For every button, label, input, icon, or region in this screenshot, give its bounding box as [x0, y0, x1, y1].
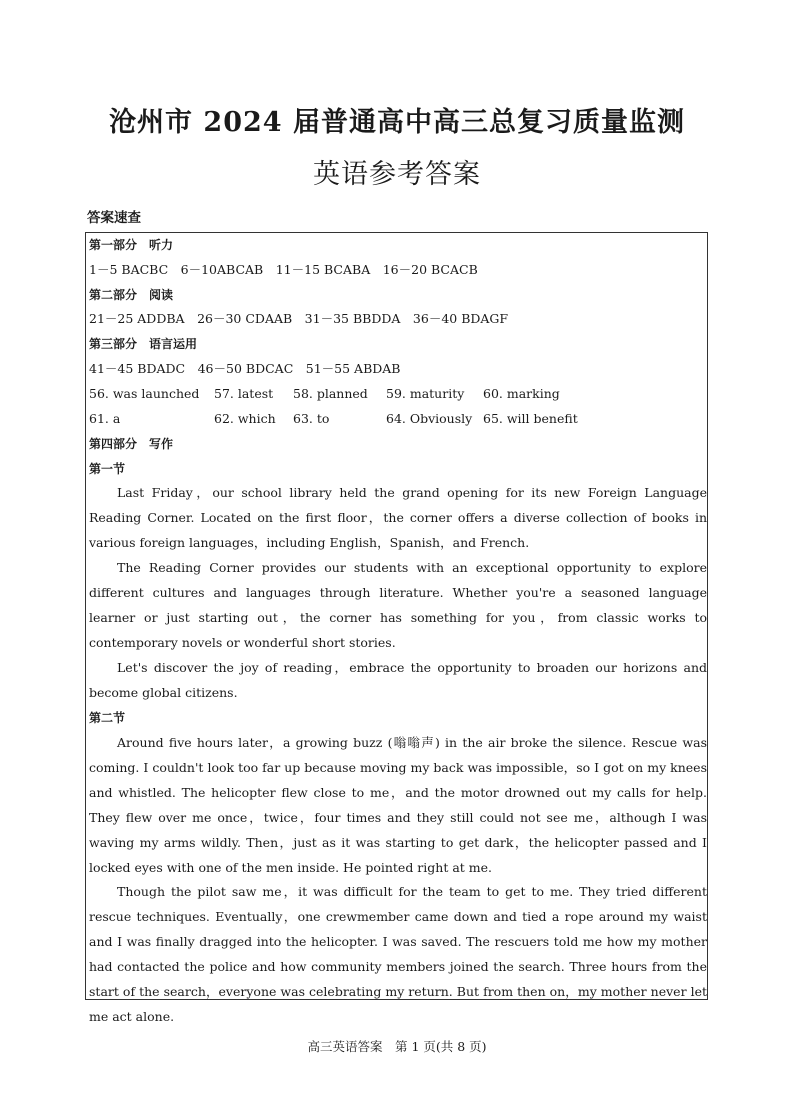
writing-paragraph: Let's discover the joy of reading，embrace the opportunity to broaden our horizons and become global citizens.	[89, 660, 707, 700]
writing-paragraph: Though the pilot saw me，it was difficult for the team to get to me. They tried different rescue techniques. Eventually，one crewmember came down and tied a rope around my waist and I was finally dragged into the helicopter. I was saved. The rescuers told me how my mother had contacted the police and how community members joined the search. Three hours from the start of the search，everyone was celebrating my return. But from then on，my mother never let me act alone.	[89, 884, 707, 1024]
fill-answer: 58. planned	[293, 386, 368, 401]
fill-answer: 65. will benefit	[483, 411, 578, 426]
writing-paragraph: Around five hours later，a growing buzz (嗡嗡声) in the air broke the silence. Rescue was coming. I couldn't look too far up because moving my back was impossible，so I got on my knees and whistled. The helicopter flew close to me，and the motor drowned out my calls for help. They flew over me once，twice，four times and they still could not see me，although I was waving my arms wildly. Then，just as it was starting to get dark，the helicopter passed and I locked eyes with one of the men inside. He pointed right at me.	[89, 735, 707, 875]
part3-heading: 第三部分 语言运用	[89, 337, 198, 351]
fill-answer: 60. marking	[483, 386, 560, 401]
fill-answer: 56. was launched	[89, 386, 200, 401]
fill-answer: 63. to	[293, 411, 330, 426]
writing-paragraph: Last Friday，our school library held the grand opening for its new Foreign Language Reading Corner. Located on the first floor，the corner offers a diverse collection of books in various foreign languages，including English，Spanish，and French.	[89, 485, 707, 550]
document-title: 沧州市 2024 届普通高中高三总复习质量监测	[109, 107, 685, 138]
part2-heading: 第二部分 阅读	[89, 288, 174, 302]
fill-answer: 59. maturity	[386, 386, 465, 401]
part4-heading: 第四部分 写作	[89, 437, 174, 451]
fill-answer: 57. latest	[214, 386, 274, 401]
fill-answer: 64. Obviously	[386, 411, 473, 426]
section1-label: 第一节	[89, 462, 126, 476]
fill-answer: 62. which	[214, 411, 276, 426]
part2-answers: 21－25 ADDBA 26－30 CDAAB 31－35 BBDDA 36－40 BDAGF	[89, 311, 509, 326]
part1-answers: 1－5 BACBC 6－10ABCAB 11－15 BCABA 16－20 BCACB	[89, 262, 478, 277]
document-subtitle: 英语参考答案	[313, 159, 481, 190]
quick-answers-label: 答案速查	[87, 210, 141, 226]
writing-paragraph: The Reading Corner provides our students with an exceptional opportunity to explore different cultures and languages through literature. Whether you're a seasoned language learner or just starting out，the corner has something for you，from classic works to contemporary novels or wonderful short stories.	[89, 560, 707, 650]
section2-label: 第二节	[89, 711, 126, 725]
part3-answers: 41－45 BDADC 46－50 BDCAC 51－55 ABDAB	[89, 361, 401, 376]
part1-heading: 第一部分 听力	[89, 238, 174, 252]
fill-answer: 61. a	[89, 411, 121, 426]
page-footer: 高三英语答案 第 1 页(共 8 页)	[307, 1039, 487, 1054]
